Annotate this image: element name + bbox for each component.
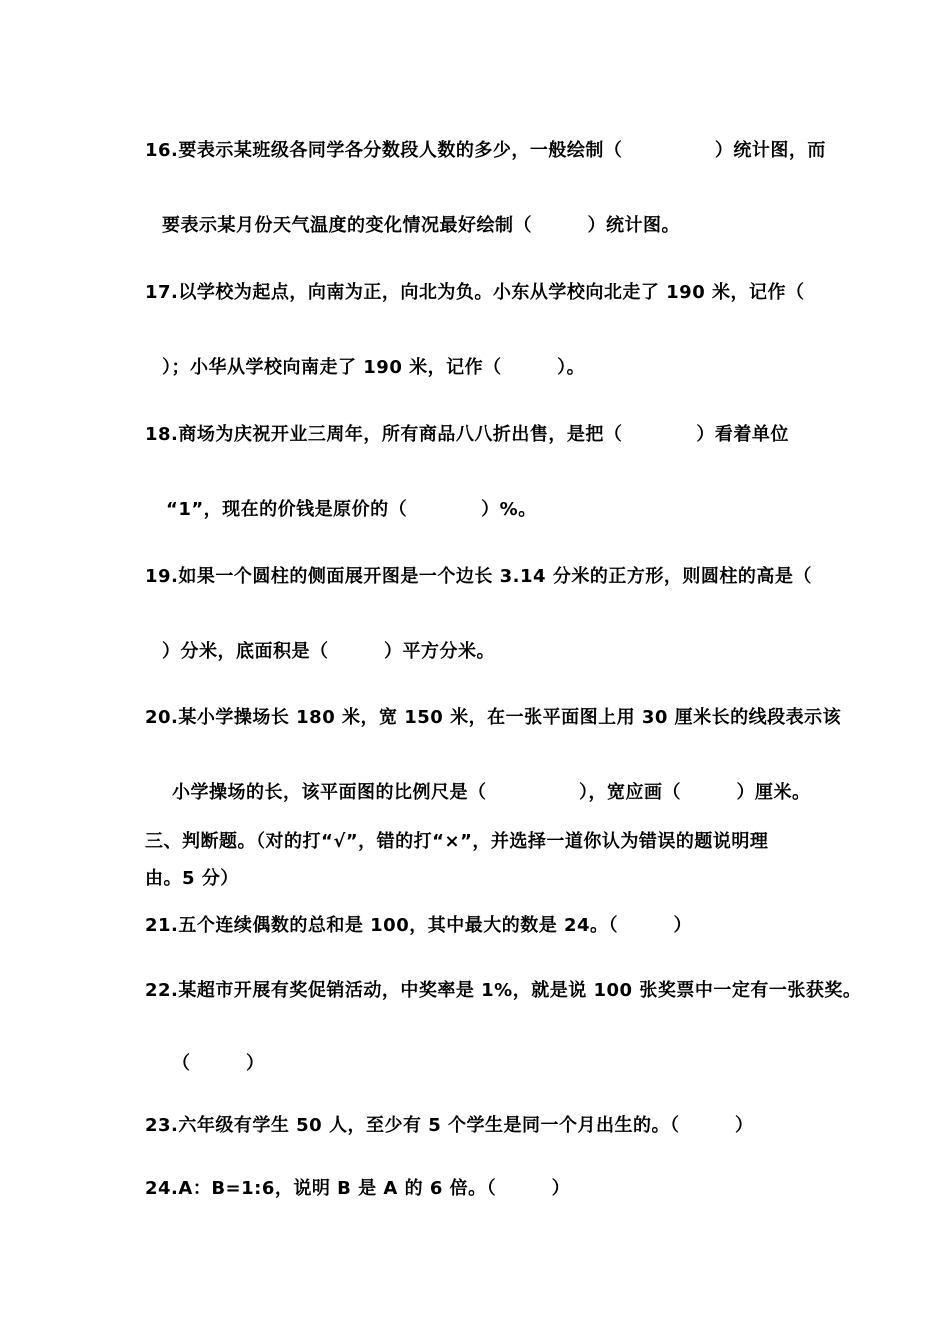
question-20-line-2: 小学操场的长，该平面图的比例尺是（ ），宽应画（ ）厘米。 [172, 782, 811, 803]
question-20-line-1: 20.某小学操场长 180 米，宽 150 米，在一张平面图上用 30 厘米长的线段表示该 [145, 707, 842, 728]
question-19-line-2: ）分米，底面积是（ ）平方分米。 [162, 641, 495, 662]
section-three-heading-line-1: 三、判断题。（对的打“√”，错的打“×”，并选择一道你认为错误的题说明理 [145, 831, 769, 852]
section-three-heading-line-2: 由。5 分） [145, 868, 239, 889]
question-16-line-2: 要表示某月份天气温度的变化情况最好绘制（ ）统计图。 [162, 215, 680, 236]
question-18-line-1: 18.商场为庆祝开业三周年，所有商品八八折出售，是把（ ）看着单位 [145, 424, 789, 445]
question-17-line-2: ）；小华从学校向南走了 190 米，记作（ ）。 [162, 357, 586, 378]
question-16-line-1: 16.要表示某班级各同学各分数段人数的多少，一般绘制（ ）统计图，而 [145, 140, 826, 161]
question-22-line-2: （ ） [172, 1053, 265, 1074]
question-17-line-1: 17.以学校为起点，向南为正，向北为负。小东从学校向北走了 190 米，记作（ [145, 282, 805, 303]
question-18-line-2: “1”，现在的价钱是原价的（ ）%。 [166, 499, 537, 520]
question-21: 21.五个连续偶数的总和是 100，其中最大的数是 24。（ ） [145, 915, 693, 936]
question-22-line-1: 22.某超市开展有奖促销活动，中奖率是 1%，就是说 100 张奖票中一定有一张获奖。 [145, 980, 862, 1001]
question-24: 24.A：B=1:6，说明 B 是 A 的 6 倍。（ ） [145, 1178, 571, 1199]
question-19-line-1: 19.如果一个圆柱的侧面展开图是一个边长 3.14 分米的正方形，则圆柱的高是（ [145, 566, 812, 587]
question-23: 23.六年级有学生 50 人，至少有 5 个学生是同一个月出生的。（ ） [145, 1115, 754, 1136]
